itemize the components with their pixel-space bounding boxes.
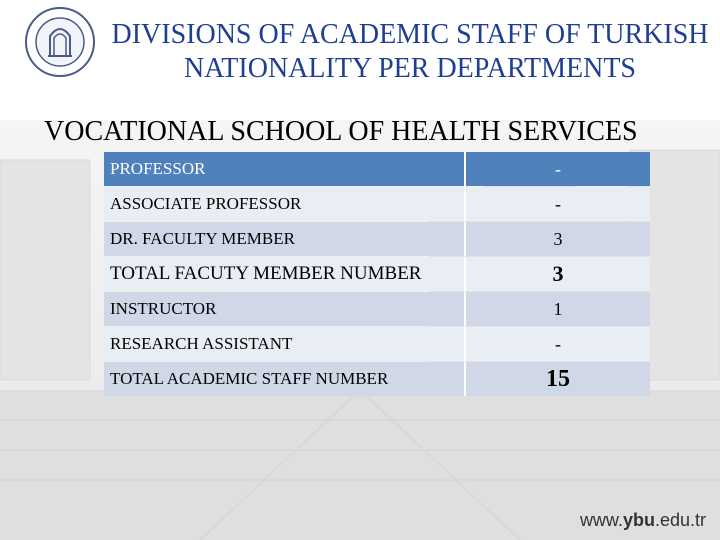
- table-row: [104, 327, 650, 361]
- row-value: -: [466, 327, 650, 361]
- row-label: RESEARCH ASSISTANT: [104, 327, 466, 361]
- table-row: [104, 152, 650, 186]
- row-value: 3: [466, 222, 650, 256]
- row-value: 3: [466, 257, 650, 291]
- url-domain: ybu: [622, 510, 655, 530]
- row-label: TOTAL FACUTY MEMBER NUMBER: [104, 257, 466, 291]
- row-label: PROFESSOR: [104, 152, 466, 186]
- table-row: [104, 187, 650, 221]
- page-title: DIVISIONS OF ACADEMIC STAFF OF TURKISH NATIONALITY PER DEPARTMENTS: [111, 19, 709, 84]
- row-value: -: [466, 187, 650, 221]
- table-row: [104, 257, 650, 291]
- row-label: DR. FACULTY MEMBER: [104, 222, 466, 256]
- university-seal-logo: [24, 6, 96, 78]
- table-row: [104, 222, 650, 256]
- url-suffix: .edu.tr: [654, 510, 706, 530]
- table-row: [104, 362, 650, 396]
- row-label: INSTRUCTOR: [104, 292, 466, 326]
- url-prefix: www.: [579, 510, 623, 530]
- staff-table: [104, 152, 650, 397]
- website-url[interactable]: [580, 510, 706, 531]
- row-label: ASSOCIATE PROFESSOR: [104, 187, 466, 221]
- row-value: 1: [466, 292, 650, 326]
- row-label: TOTAL ACADEMIC STAFF NUMBER: [104, 362, 466, 396]
- row-value: -: [466, 152, 650, 186]
- table-row: [104, 292, 650, 326]
- page-subtitle: VOCATIONAL SCHOOL OF HEALTH SERVICES: [44, 116, 638, 147]
- row-value: 15: [466, 362, 650, 396]
